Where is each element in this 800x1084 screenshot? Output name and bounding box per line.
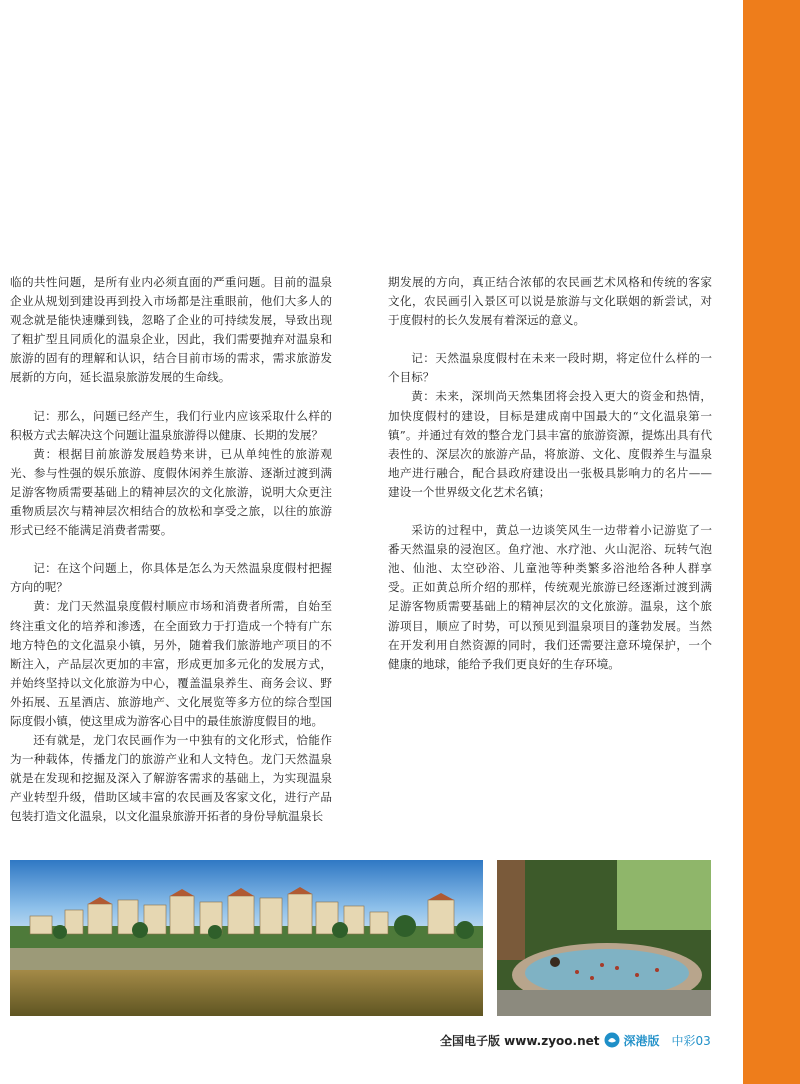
article-right-column [388,273,712,674]
paragraph: 记：在这个问题上，你具体是怎么为天然温泉度假村把握方向的呢？ [10,561,332,595]
footer-edition: 深港版 [623,1033,660,1048]
paragraph: 临的共性问题，是所有业内必须直面的严重问题。目前的温泉企业从规划到建设再到投入市场都是注重眼前，他们大多人的观念就是能快速赚到钱，忽略了企业的可持续发展，导致出现了粗扩型且同质化的温泉企业，因此，我们需要抛弃对温泉和旅游的固有的理解和认识，结合目前市场的需求，需求旅游发展新的方向，延长温泉旅游发展的生命线。 [10,275,332,385]
page-footer [440,1030,720,1050]
resort-lake-photo [10,860,483,1016]
hot-spring-pool-photo [497,860,711,1016]
paragraph: 黄：根据目前旅游发展趋势来讲，已从单纯性的旅游观光、参与性强的娱乐旅游、度假休闲养生旅游、逐渐过渡到满足游客物质需要基础上的精神层次的文化旅游，说明大众更注重物质层次与精神层次相结合的放松和享受之旅，以往的旅游形式已经不能满足消费者需要。 [10,446,332,538]
paragraph: 期发展的方向，真正结合浓郁的农民画艺术风格和传统的客家文化，农民画引入景区可以说是旅游与文化联姻的新尝试，对于度假村的长久发展有着深远的意义。 [388,275,712,328]
publication-logo-icon [604,1032,620,1048]
paragraph: 黄：未来，深圳尚天然集团将会投入更大的资金和热情，加快度假村的建设，目标是建成南中国最大的“文化温泉第一镇”。并通过有效的整合龙门县丰富的旅游资源，提炼出具有代表性的、深层次的旅游产品，将旅游、文化、度假养生与温泉地产进行融合，配合县政府建设出一张极具影响力的名片——建设一个世界级文化艺术名镇； [388,389,712,499]
paragraph: 采访的过程中，黄总一边谈笑风生一边带着小记游览了一番天然温泉的浸泡区。鱼疗池、水疗池、火山泥浴、玩转气泡池、仙池、太空砂浴、儿童池等种类繁多浴池给各种人群享受。正如黄总所介绍的那样，传统观光旅游已经逐渐过渡到满足游客物质需要基础上的精神层次的文化旅游。温泉，这个旅游项目，顺应了时势，可以预见到温泉项目的蓬勃发展。当然在开发利用自然资源的同时，我们还需要注意环境保护，一个健康的地球，能给予我们更良好的生存环境。 [388,523,712,671]
paragraph: 记：天然温泉度假村在未来一段时期，将定位什么样的一个目标？ [388,351,712,385]
orange-side-strip [743,0,800,1084]
paragraph: 记：那么，问题已经产生，我们行业内应该采取什么样的积极方式去解决这个问题让温泉旅游得以健康、长期的发展？ [10,408,332,442]
footer-site-text: 全国电子版 www.zyoo.net [440,1033,600,1048]
paragraph: 黄：龙门天然温泉度假村顺应市场和消费者所需，自始至终注重文化的培养和渗透，在全面致力于打造成一个特有广东地方特色的文化温泉小镇，另外，随着我们旅游地产项目的不断注入，产品层次更加的丰富，形成更加多元化的发展方式，并始终坚持以文化旅游为中心，覆盖温泉养生、商务会议、野外拓展、五星酒店、旅游地产、文化展览等多方位的综合型国际度假小镇，使这里成为游客心目中的最佳旅游度假目的地。 [10,599,332,728]
page-number: 中彩03 [671,1033,711,1048]
article-left-column [10,273,332,827]
paragraph: 还有就是，龙门农民画作为一中独有的文化形式，恰能作为一种载体，传播龙门的旅游产业和人文特色。龙门天然温泉就是在发现和挖掘及深入了解游客需求的基础上，为实现温泉产业转型升级，借助区域丰富的农民画及客家文化，进行产品包装打造文化温泉，以文化温泉旅游开拓者的身份导航温泉长 [10,733,332,824]
